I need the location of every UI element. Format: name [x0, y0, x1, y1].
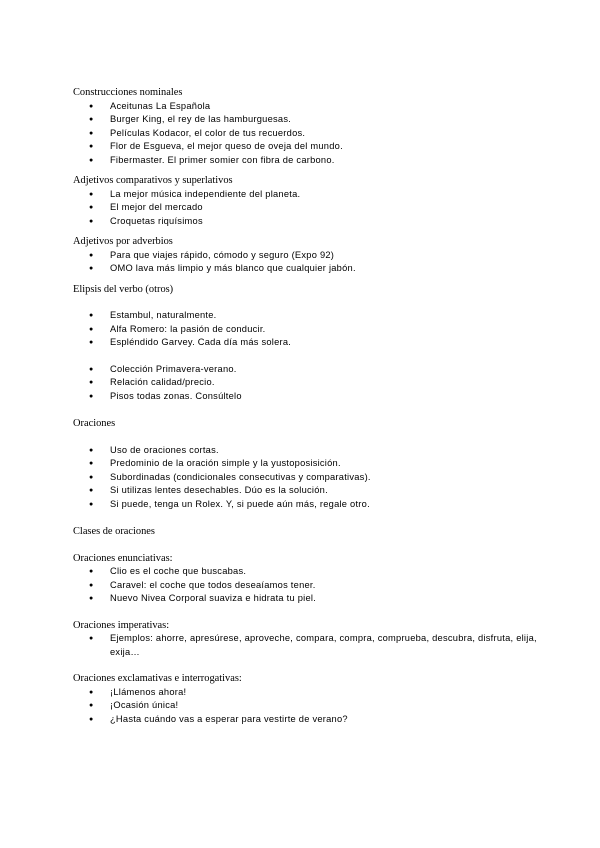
list-item: ● La mejor música independiente del planeta.	[73, 188, 553, 202]
section-heading: Oraciones enunciativas:	[73, 552, 173, 564]
section-heading: Oraciones imperativas:	[73, 619, 170, 631]
list-item: ● Pisos todas zonas. Consúltelo	[73, 390, 553, 404]
section-oraciones-imperativas	[73, 619, 553, 660]
list-item: ● ¡Ocasión única!	[73, 699, 553, 713]
section-construcciones-nominales	[73, 86, 553, 167]
list-item: ● Fibermaster. El primer somier con fibra de carbono.	[73, 154, 553, 168]
bullet-list	[73, 565, 553, 606]
section-heading: Clases de oraciones	[73, 526, 155, 537]
bullet-list	[73, 444, 553, 512]
list-item: ● Si utilizas lentes desechables. Dúo es la solución.	[73, 484, 553, 498]
list-item: ● Alfa Romero: la pasión de conducir.	[73, 323, 553, 337]
section-oraciones-exclamativas	[73, 672, 553, 726]
list-item: ● Ejemplos: ahorre, apresúrese, aproveche, compara, compra, comprueba, descubra, disfruta, elija, exija…	[73, 632, 553, 659]
section-adjetivos-por-adverbios	[73, 235, 553, 276]
list-item: ● Nuevo Nivea Corporal suaviza e hidrata tu piel.	[73, 592, 553, 606]
list-item: ● ¡Llámenos ahora!	[73, 686, 553, 700]
section-heading: Elipsis del verbo (otros)	[73, 283, 174, 295]
list-item: ● Clio es el coche que buscabas.	[73, 565, 553, 579]
list-item: ● Estambul, naturalmente.	[73, 309, 553, 323]
bullet-list	[73, 100, 553, 168]
list-item: ● Predominio de la oración simple y la yustoposisición.	[73, 457, 553, 471]
bullet-list	[73, 188, 553, 229]
list-item: ● El mejor del mercado	[73, 201, 553, 215]
list-item: ● Si puede, tenga un Rolex. Y, si puede aún más, regale otro.	[73, 498, 553, 512]
section-heading: Oraciones	[73, 418, 116, 429]
section-oraciones-enunciativas	[73, 552, 553, 606]
bullet-list	[73, 363, 553, 404]
document-content	[73, 86, 553, 726]
section-heading: Oraciones exclamativas e interrogativas:	[73, 673, 242, 684]
section-heading: Construcciones nominales	[73, 87, 183, 98]
list-item: ● Croquetas riquísimos	[73, 215, 553, 229]
list-item: ● Aceitunas La Española	[73, 100, 553, 114]
bullet-list	[73, 632, 553, 659]
list-item: ● Para que viajes rápido, cómodo y seguro (Expo 92)	[73, 249, 553, 263]
section-oraciones	[73, 417, 553, 511]
section-adjetivos-comparativos	[73, 174, 553, 228]
list-item: ● Flor de Esgueva, el mejor queso de oveja del mundo.	[73, 140, 553, 154]
list-item: ● Subordinadas (condicionales consecutivas y comparativas).	[73, 471, 553, 485]
list-item: ● Espléndido Garvey. Cada día más solera.	[73, 336, 553, 350]
list-item: ● Caravel: el coche que todos deseaíamos tener.	[73, 579, 553, 593]
list-item: ● Burger King, el rey de las hamburguesas.	[73, 113, 553, 127]
list-item: ● ¿Hasta cuándo vas a esperar para vestirte de verano?	[73, 713, 553, 727]
list-item: ● Películas Kodacor, el color de tus recuerdos.	[73, 127, 553, 141]
bullet-list	[73, 686, 553, 727]
section-elipsis-del-verbo	[73, 283, 553, 404]
bullet-list	[73, 249, 553, 276]
list-item: ● Colección Primavera-verano.	[73, 363, 553, 377]
section-heading: Adjetivos por adverbios	[73, 236, 173, 247]
list-item: ● OMO lava más limpio y más blanco que cualquier jabón.	[73, 262, 553, 276]
list-item: ● Uso de oraciones cortas.	[73, 444, 553, 458]
list-item: ● Relación calidad/precio.	[73, 376, 553, 390]
bullet-list	[73, 309, 553, 350]
section-heading: Adjetivos comparativos y superlativos	[73, 175, 233, 186]
section-clases-de-oraciones	[73, 525, 553, 539]
